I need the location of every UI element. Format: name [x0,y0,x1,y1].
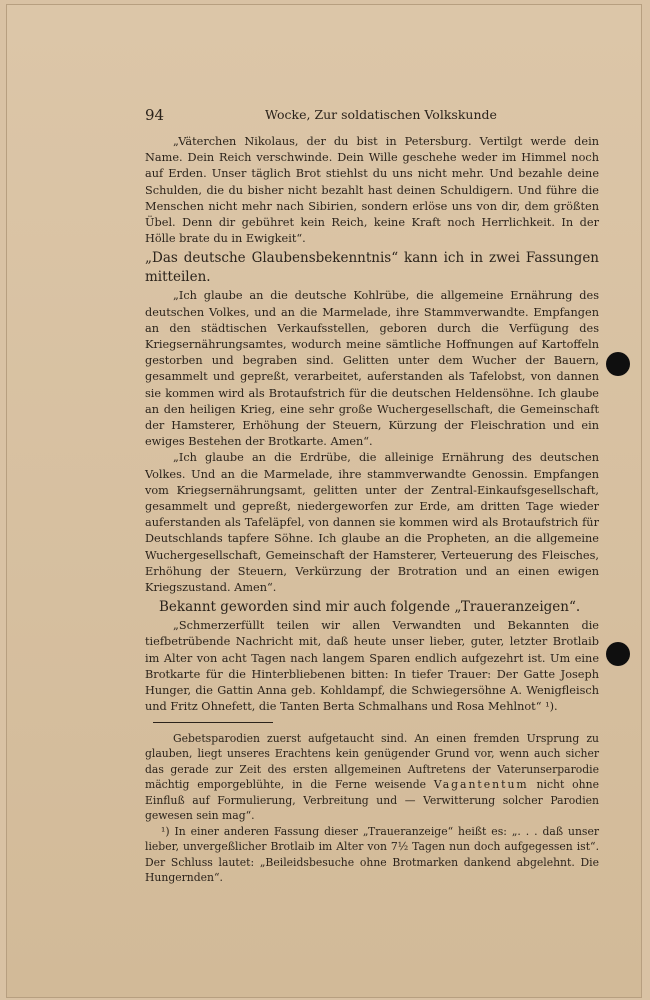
footnote-continued-part-a: Gebetsparodien zuerst aufgetaucht sind. An einen fremden Ursprung zu glauben, liegt unseres Erachtens kein genügender Grund vor, wenn auch sicher das gerade zur Zeit des ersten allgemeinen Auftretens der Vaterunserparodie mächtig emporgeblühte, in die Ferne weisende [145,731,599,791]
paragraph-traueranzeige: „Schmerzerfüllt teilen wir allen Verwandten und Bekannten die tiefbetrübende Nachricht mit, daß heute unser lieber, guter, letzter Brotlaib im Alter von acht Tagen nach langem Sparen endlich aufgezehrt ist. Um eine Brotkarte für die Hinterbliebenen bitten: In tiefer Trauer: Der Gatte Joseph Hunger, die Gattin Anna geb. Kohldampf, die Schwiegersöhne A. Wenigfleisch und Fritz Ohnefett, die Tanten Berta Schmalhans und Rosa Mehlnot“ ¹). [145,619,599,714]
page-header [137,106,607,128]
main-text [137,134,607,886]
footnote-emphasis: Vagantentum [433,778,529,791]
page-content [137,92,607,886]
footnote-rule [153,722,273,723]
page-number: 94 [145,106,165,124]
heading-glaubensbekenntnis: „Das deutsche Glaubensbekenntnis“ kann ich in zwei Fassungen mitteilen. [145,250,599,286]
footnote-continued-part-b: nicht ohne Einfluß auf Formulierung, Verbreitung und — Verwitterung solcher Parodien gewesen sein mag“. [145,778,599,822]
punch-hole [606,352,630,376]
footnote-continued [145,731,599,824]
paragraph-credo-1: „Ich glaube an die deutsche Kohlrübe, die allgemeine Ernährung des deutschen Volkes, und an die Marmelade, ihre Stammverwandte. Empfangen an den städtischen Verkaufsstellen, geboren durch die Verfügung des Kriegsernährungsamtes, wodurch meine sämtliche Hoffnungen auf Kartoffeln gestorben und begraben sind. Gelitten unter dem Wucher der Bauern, gesammelt und gepreßt, verarbeitet, auferstanden als Tafelobst, von dannen sie kommen wird als Brotaufstrich für die deutschen Heldensöhne. Ich glaube an den heiligen Krieg, eine sehr große Wuchergesellschaft, die Gemeinschaft der Hamsterer, Erhöhung der Steuern, Kürzung der Fleischration und ein ewiges Bestehen der Brotkarte. Amen“. [145,289,599,449]
paragraph-vaterchen: „Väterchen Nikolaus, der du bist in Petersburg. Vertilgt werde dein Name. Dein Reich verschwinde. Dein Wille geschehe weder im Himmel noch auf Erden. Unser täglich Brot stiehlst du uns nicht mehr. Und bezahle deine Schulden, die du bisher nicht bezahlt hast deinen Schuldigern. Und führe die Menschen nicht mehr nach Sibirien, sondern erlöse uns von dir, dem größten Übel. Denn dir gebühret kein Reich, keine Kraft noch Herrlichkeit. In der Hölle brate du in Ewigkeit“. [145,135,599,246]
running-title: Wocke, Zur soldatischen Volkskunde [265,107,497,122]
heading-traueranzeigen: Bekannt geworden sind mir auch folgende „Traueranzeigen“. [159,599,581,616]
punch-hole [606,642,630,666]
paragraph-credo-2: „Ich glaube an die Erdrübe, die alleinige Ernährung des deutschen Volkes. Und an die Marmelade, ihre stammverwandte Genossin. Empfangen vom Kriegsernährungsamt, gelitten unter der Zentral-Einkaufsgesellschaft, gesammelt und gepreßt, niedergeworfen zur Erde, am dritten Tage wieder auferstanden als Tafeläpfel, von dannen sie kommen wird als Brotaufstrich für Deutschlands tapfere Söhne. Ich glaube an die Propheten, an die allgemeine Wuchergesellschaft, Gemeinschaft der Hamsterer, Verteuerung des Fleisches, Erhöhung der Steuern, Verkürzung der Brotration und an einen ewigen Kriegszustand. Amen“. [145,451,599,595]
footnote-1: ¹) In einer anderen Fassung dieser „Traueranzeige“ heißt es: „. . . daß unser lieber, unvergeßlicher Brotlaib im Alter von 7½ Tagen nun doch aufgegessen ist“. Der Schluss lautet: „Beileidsbesuche ohne Brotmarken dankend abgelehnt. Die Hungernden“. [145,824,599,884]
footnotes [145,731,599,886]
